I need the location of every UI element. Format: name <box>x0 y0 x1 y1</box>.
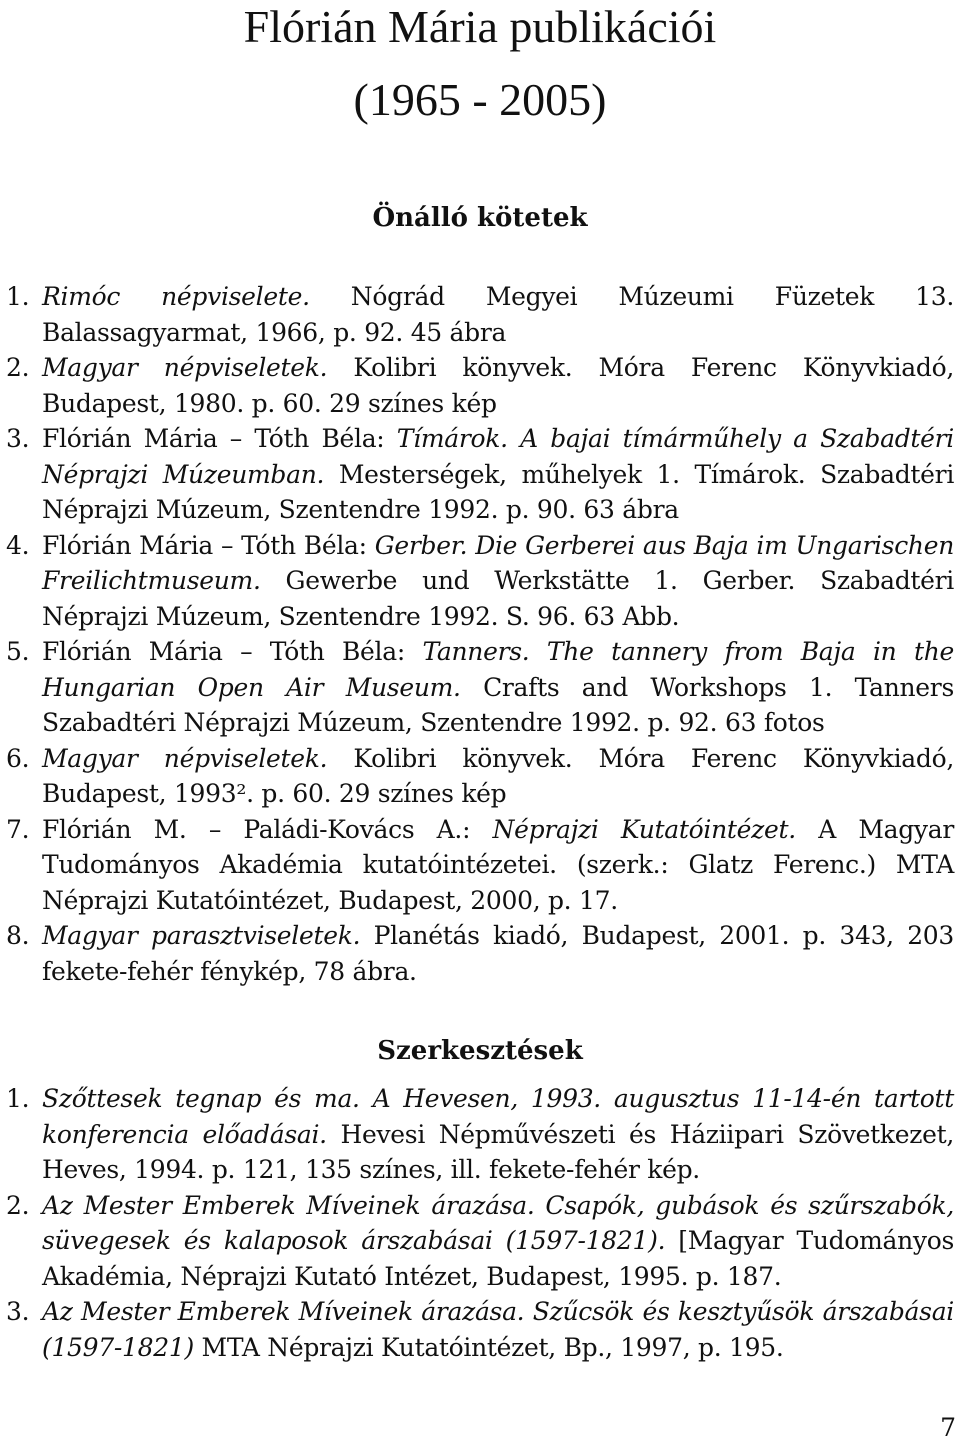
section-heading-onallo-kotetek: Önálló kötetek <box>372 203 588 233</box>
page-title: Flórián Mária publikációi <box>243 1 717 52</box>
item-text <box>42 350 954 421</box>
section-heading-szerkesztesek: Szerkesztések <box>377 1036 583 1066</box>
item-text <box>42 918 954 989</box>
item-text <box>42 528 954 635</box>
publication-list-books <box>6 279 954 989</box>
publication-list-edited <box>6 1081 954 1365</box>
list-item <box>6 279 954 350</box>
item-number: 2. <box>6 1190 30 1220</box>
item-authors: Flórián Mária – Tóth Béla: <box>42 637 423 666</box>
page-number: 7 <box>940 1413 956 1442</box>
item-number: 2. <box>6 353 30 382</box>
item-details: Kolibri könyvek. Móra Ferenc Könyvkiadó, Budapest, 1993². p. 60. 29 színes kép <box>42 743 954 808</box>
item-details: Gewerbe und Werkstätte 1. Gerber. Szabadtéri Néprajzi Múzeum, Szentendre 1992. S. 96. 63 Abb. <box>42 566 954 631</box>
item-title: Néprajzi Kutatóintézet. <box>492 814 796 844</box>
list-item <box>6 812 954 919</box>
item-title: Az Mester Emberek Míveinek árazása. Csapók, gubások és szűrszabók, süvegesek és kalaposok árszabásai (1597-1821). <box>42 1190 954 1255</box>
item-number: 8. <box>6 921 30 950</box>
item-details: A Magyar Tudományos Akadémia kutatóintézetei. (szerk.: Glatz Ferenc.) MTA Néprajzi Kutatóintézet, Budapest, 2000, p. 17. <box>42 814 955 915</box>
item-number: 4. <box>6 530 30 560</box>
item-title: Magyar népviseletek. <box>42 353 328 382</box>
item-number: 5. <box>6 637 30 666</box>
item-number: 1. <box>6 1084 30 1113</box>
list-item <box>6 741 954 812</box>
list-item <box>6 1081 954 1188</box>
item-text <box>42 1294 954 1365</box>
list-item <box>6 421 954 528</box>
page-subtitle-years: (1965 - 2005) <box>353 74 607 125</box>
item-text <box>42 634 954 741</box>
list-item <box>6 634 954 741</box>
item-authors: Flórián Mária – Tóth Béla: <box>42 530 375 560</box>
item-text <box>42 421 954 528</box>
item-details: Kolibri könyvek. Móra Ferenc Könyvkiadó, Budapest, 1980. p. 60. 29 színes kép <box>42 353 954 418</box>
item-details: Planétás kiadó, Budapest, 2001. p. 343, 203 fekete-fehér fénykép, 78 ábra. <box>42 921 955 986</box>
item-number: 3. <box>6 1297 30 1326</box>
item-number: 1. <box>6 282 30 311</box>
item-title: Szőttesek tegnap és ma. A Hevesen, 1993. augusztus 11-14-én tartott konferencia előadásai. <box>42 1084 954 1149</box>
item-title: Magyar népviseletek. <box>42 743 328 773</box>
list-item <box>6 1294 954 1365</box>
item-text <box>42 279 954 350</box>
item-title: Tanners. The tannery from Baja in the Hungarian Open Air Museum. <box>42 637 954 702</box>
list-item <box>6 918 954 989</box>
item-text <box>42 741 954 812</box>
item-details: Crafts and Workshops 1. Tanners Szabadtéri Néprajzi Múzeum, Szentendre 1992. p. 92. 63 fotos <box>42 672 954 737</box>
item-authors: Flórián M. – Paládi-Kovács A.: <box>42 814 493 844</box>
list-item <box>6 1188 954 1295</box>
item-text <box>42 1188 954 1295</box>
item-details: MTA Néprajzi Kutatóintézet, Bp., 1997, p. 195. <box>193 1332 784 1362</box>
item-title: Gerber. Die Gerberei aus Baja im Ungarischen Freilichtmuseum. <box>42 530 954 595</box>
item-details: [Magyar Tudományos Akadémia, Néprajzi Kutató Intézet, Budapest, 1995. p. 187. <box>42 1226 954 1291</box>
item-details: Hevesi Népművészeti és Háziipari Szövetkezet, Heves, 1994. p. 121, 135 színes, ill. fekete-fehér kép. <box>42 1119 955 1184</box>
item-number: 3. <box>6 424 30 453</box>
item-details: Mesterségek, műhelyek 1. Tímárok. Szabadtéri Néprajzi Múzeum, Szentendre 1992. p. 90. 63 ábra <box>42 459 955 524</box>
item-title: Rimóc népviselete. <box>42 282 310 311</box>
item-authors: Flórián Mária – Tóth Béla: <box>42 424 397 453</box>
item-number: 7. <box>6 814 30 844</box>
item-details: Nógrád Megyei Múzeumi Füzetek 13. Balassagyarmat, 1966, p. 92. 45 ábra <box>42 282 954 347</box>
list-item <box>6 528 954 635</box>
item-text <box>42 1081 954 1188</box>
item-number: 6. <box>6 743 30 773</box>
item-title: Tímárok. A bajai tímárműhely a Szabadtéri Néprajzi Múzeumban. <box>42 424 954 489</box>
item-text <box>42 812 954 919</box>
list-item <box>6 350 954 421</box>
item-title: Magyar parasztviseletek. <box>42 921 361 950</box>
item-title: Az Mester Emberek Míveinek árazása. Szűcsök és kesztyűsök árszabásai (1597-1821) <box>42 1297 954 1362</box>
